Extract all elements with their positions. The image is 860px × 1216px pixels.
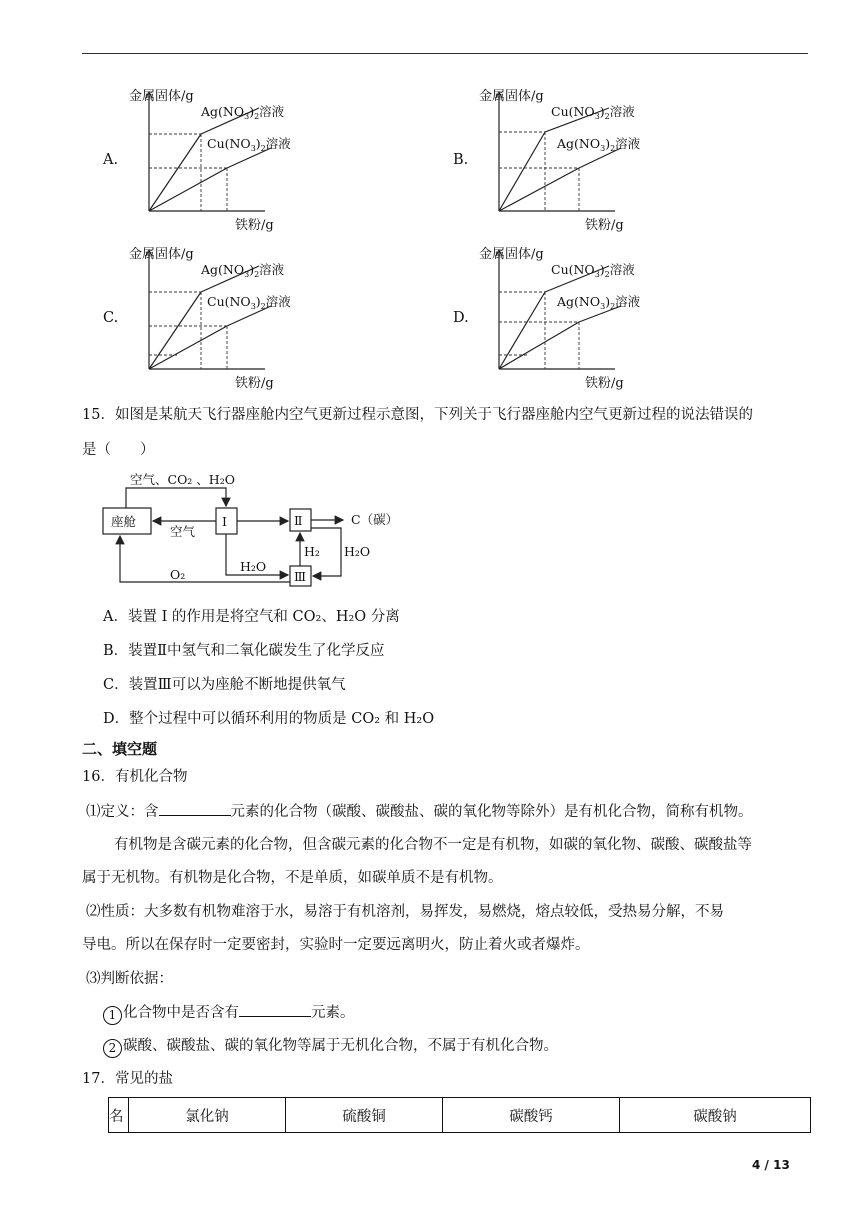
steep-segment [499, 292, 545, 369]
table-cell-nacl: 氯化钠 [129, 1098, 286, 1133]
x-axis-label: 铁粉/g [585, 376, 624, 391]
curve-label-top: $Ag(NO_3)_2$溶液 [201, 104, 285, 121]
q16-property-line1: ⑵性质：大多数有机物难溶于水，易溶于有机溶剂，易挥发，易燃烧，熔点较低，受热易分解，不易 [86, 904, 724, 920]
diagram-air-label: 空气 [170, 524, 196, 539]
steep-segment [149, 134, 201, 211]
curve-label-top: $Cu(NO_3)_2$溶液 [551, 104, 635, 121]
q15-option-c: C．装置Ⅲ可以为座舱不断地提供氧气 [103, 677, 346, 693]
diagram-o2-label: O₂ [170, 567, 186, 582]
q16-judge-heading: ⑶判断依据： [86, 971, 173, 987]
table-cell-caco3: 碳酸钙 [443, 1098, 620, 1133]
curve-label-top: $Ag(NO_3)_2$溶液 [201, 262, 285, 279]
diagram-h2o-bottom-label: H₂O [240, 559, 267, 574]
air-renewal-diagram [100, 470, 410, 590]
answer-blank-2[interactable] [239, 1002, 311, 1017]
graph-option-c [125, 244, 325, 392]
answer-blank-1[interactable] [159, 801, 231, 816]
graph-option-d [475, 244, 675, 392]
q15-stem-line1: 15．如图是某航天飞行器座舱内空气更新过程示意图，下列关于飞行器座舱内空气更新过程的说法错误的 [82, 407, 753, 423]
option-c-letter: C. [103, 310, 119, 326]
curve-label-bottom: $Ag(NO_3)_2$溶液 [557, 294, 641, 311]
x-axis-label: 铁粉/g [235, 218, 274, 233]
shallow-segment [149, 168, 227, 211]
curve-label-bottom: $Cu(NO_3)_2$溶液 [207, 136, 291, 153]
section-heading: 二、填空题 [82, 740, 158, 758]
diagram-device-3-label: Ⅲ [294, 569, 307, 584]
table-row [109, 1098, 811, 1133]
q17-title: 17．常见的盐 [82, 1071, 173, 1087]
q16-para-line2: 属于无机物。有机物是化合物，不是单质，如碳单质不是有机物。 [82, 870, 503, 886]
q15-stem-line2: 是（ ） [82, 442, 155, 458]
diagram-h2o-right-label: H₂O [344, 544, 371, 559]
q16-title: 16．有机化合物 [82, 769, 188, 785]
graph-option-b [475, 86, 675, 234]
x-axis-label: 铁粉/g [235, 376, 274, 391]
y-axis-label: 金属固体/g [129, 89, 194, 104]
option-d-letter: D. [453, 310, 469, 326]
circled-number-1: 1 [103, 1006, 122, 1025]
salts-table [108, 1097, 811, 1133]
curve-label-bottom: $Cu(NO_3)_2$溶液 [207, 294, 291, 311]
shallow-segment [149, 326, 227, 369]
table-cell-na2co3: 碳酸钠 [620, 1098, 811, 1133]
q16-definition: ⑴定义：含 元素的化合物（碳酸、碳酸盐、碳的氧化物等除外）是有机化合物，简称有机物。 [86, 801, 753, 822]
q16-criterion-1: 1 化合物中是否含有 元素。 [103, 1002, 355, 1025]
q16-criterion-2: 2 碳酸、碳酸盐、碳的氧化物等属于无机化合物，不属于有机化合物。 [103, 1036, 558, 1058]
q16-para-line1: 有机物是含碳元素的化合物，但含碳元素的化合物不一定是有机物，如碳的氧化物、碳酸、碳酸盐等 [114, 837, 752, 853]
diagram-device-2-label: Ⅱ [294, 513, 303, 528]
q15-option-d: D．整个过程中可以循环利用的物质是 CO₂ 和 H₂O [103, 711, 435, 727]
q15-option-b: B．装置Ⅱ中氢气和二氧化碳发生了化学反应 [103, 643, 385, 659]
diagram-h2-label: H₂ [304, 544, 320, 559]
y-axis-label: 金属固体/g [479, 89, 544, 104]
graph-option-a [125, 86, 325, 234]
diagram-carbon-label: C（碳） [351, 512, 399, 527]
curve-label-bottom: $Ag(NO_3)_2$溶液 [557, 136, 641, 153]
curve-label-top: $Cu(NO_3)_2$溶液 [551, 262, 635, 279]
diagram-cabin-label: 座舱 [111, 514, 137, 529]
y-axis-label: 金属固体/g [479, 247, 544, 262]
q16-property-line2: 导电。所以在保存时一定要密封，实验时一定要远离明火，防止着火或者爆炸。 [82, 937, 590, 953]
page-number: 4 / 13 [752, 1158, 790, 1172]
option-b-letter: B. [453, 152, 469, 168]
table-cell-cuso4: 硫酸铜 [286, 1098, 443, 1133]
q15-option-a: A．装置 I 的作用是将空气和 CO₂、H₂O 分离 [103, 609, 400, 625]
x-axis-label: 铁粉/g [585, 218, 624, 233]
table-cell-name-header: 名 [109, 1098, 129, 1133]
option-a-letter: A. [103, 152, 119, 168]
diagram-device-1-label: I [222, 514, 227, 529]
shallow-segment [499, 322, 579, 369]
y-axis-label: 金属固体/g [129, 247, 194, 262]
diagram-input-label: 空气、CO₂ 、H₂O [130, 472, 235, 487]
circled-number-2: 2 [103, 1039, 122, 1058]
header-rule [82, 53, 808, 54]
steep-segment [149, 292, 201, 369]
